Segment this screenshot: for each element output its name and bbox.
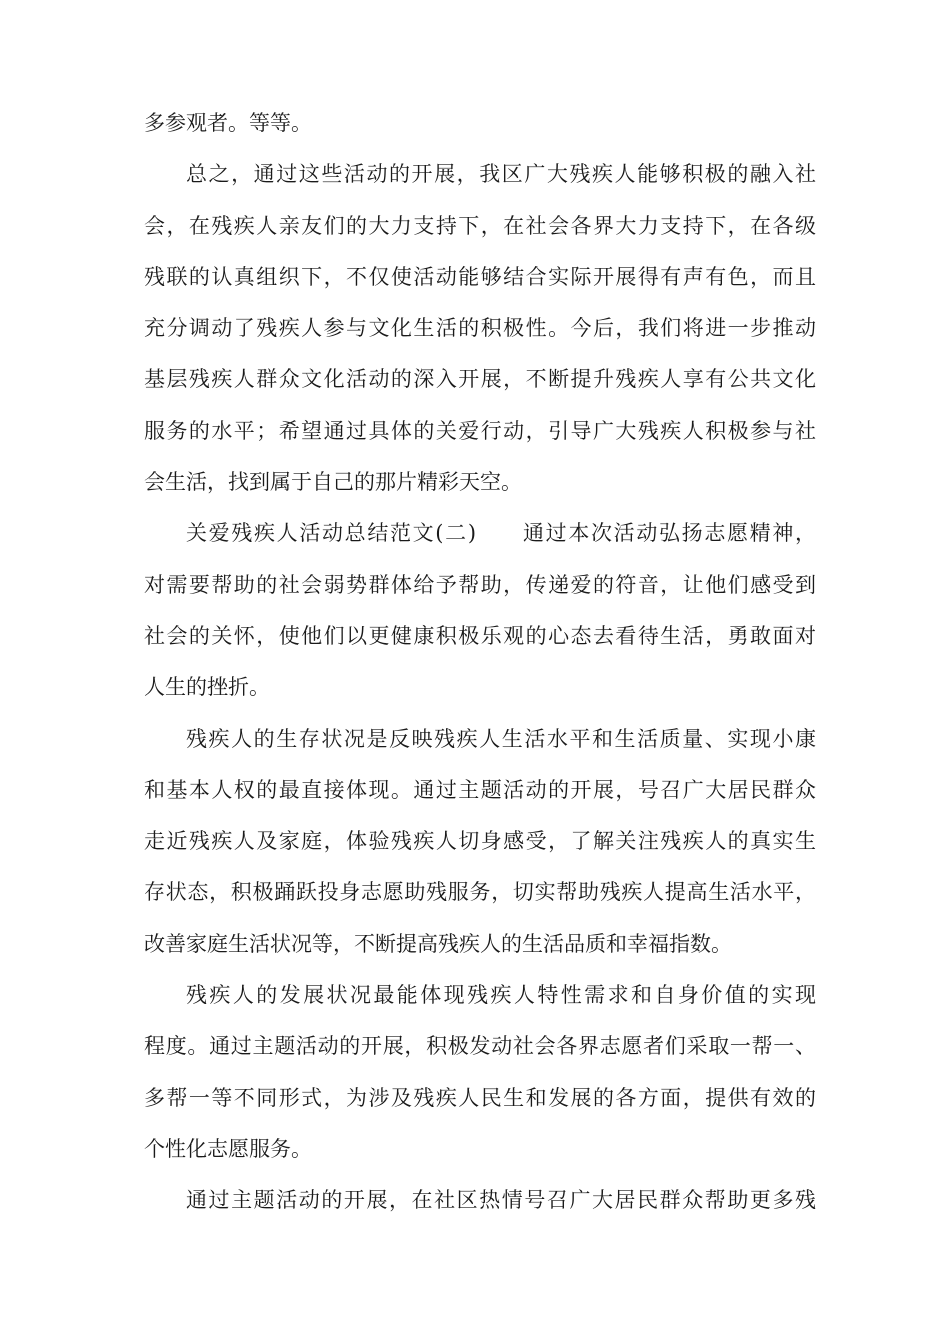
- text-line: 走近残疾人及家庭，体验残疾人切身感受，了解关注残疾人的真实生: [144, 829, 816, 854]
- text-line: 残疾人的发展状况最能体现残疾人特性需求和自身价值的实现: [186, 983, 816, 1008]
- text-line: 多参观者。等等。: [144, 111, 312, 135]
- text-line: 个性化志愿服务。: [144, 1136, 312, 1161]
- text-line: 总之，通过这些活动的开展，我区广大残疾人能够积极的融入社: [186, 162, 816, 187]
- text-line: 对需要帮助的社会弱势群体给予帮助，传递爱的符音，让他们感受到: [144, 572, 816, 597]
- document-body: [144, 98, 816, 1227]
- text-line: 程度。通过主题活动的开展，积极发动社会各界志愿者们采取一帮一、: [144, 1034, 816, 1059]
- text-line: 充分调动了残疾人参与文化生活的积极性。今后，我们将进一步推动: [144, 316, 816, 341]
- text-line: 存状态，积极踊跃投身志愿助残服务，切实帮助残疾人提高生活水平，: [144, 880, 816, 905]
- text-line: 多帮一等不同形式，为涉及残疾人民生和发展的各方面，提供有效的: [144, 1085, 816, 1110]
- text-line: 残联的认真组织下，不仅使活动能够结合实际开展得有声有色，而且: [144, 264, 816, 289]
- text-line: 通过主题活动的开展，在社区热情号召广大居民群众帮助更多残: [186, 1188, 816, 1213]
- text-line: 会生活，找到属于自己的那片精彩天空。: [144, 470, 522, 495]
- text-line: 社会的关怀，使他们以更健康积极乐观的心态去看待生活，勇敢面对: [144, 623, 816, 648]
- text-line: 改善家庭生活状况等，不断提高残疾人的生活品质和幸福指数。: [144, 931, 732, 956]
- text-line: 会，在残疾人亲友们的大力支持下，在社会各界大力支持下，在各级: [144, 213, 816, 238]
- text-line: 人生的挫折。: [144, 675, 270, 700]
- text-line: 关爱残疾人活动总结范文(二) 通过本次活动弘扬志愿精神，: [186, 521, 816, 546]
- text-line: 服务的水平；希望通过具体的关爱行动，引导广大残疾人积极参与社: [144, 418, 816, 443]
- text-line: 基层残疾人群众文化活动的深入开展，不断提升残疾人享有公共文化: [144, 367, 816, 392]
- text-line: 和基本人权的最直接体现。通过主题活动的开展，号召广大居民群众: [144, 777, 816, 802]
- text-line: 残疾人的生存状况是反映残疾人生活水平和生活质量、实现小康: [186, 726, 816, 751]
